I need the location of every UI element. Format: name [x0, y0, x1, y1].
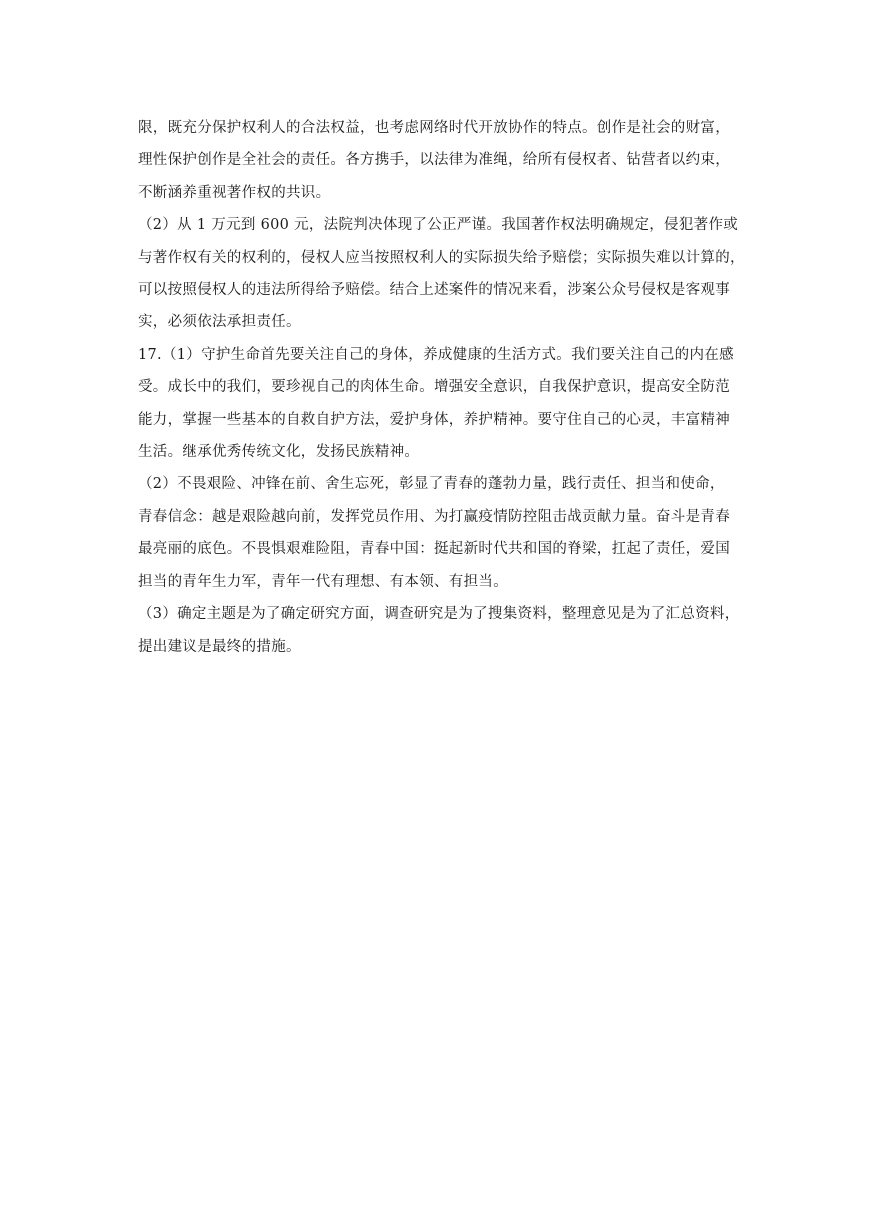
- paragraph-question-17-part-1: [138, 339, 734, 469]
- text-line: 与著作权有关的权利的，侵权人应当按照权利人的实际损失给予赔偿；实际损失难以计算的，: [138, 249, 745, 266]
- text-line: 最亮丽的底色。不畏惧艰难险阻，青春中国：挺起新时代共和国的脊梁，扛起了责任，爱国: [138, 541, 730, 558]
- text-line: 不断涵养重视著作权的共识。: [138, 184, 331, 201]
- text-line: 限，既充分保护权利人的合法权益，也考虑网络时代开放协作的特点。创作是社会的财富，: [138, 120, 730, 136]
- paragraph-answer-2-court-ruling: [138, 209, 745, 339]
- text-line: 理性保护创作是全社会的责任。各方携手，以法律为准绳，给所有侵权者、钻营者以约束，: [138, 152, 730, 169]
- text-line: 提出建议是最终的措施。: [138, 638, 301, 655]
- document-body: [138, 112, 745, 663]
- text-line: 17.（1）守护生命首先要关注自己的身体，养成健康的生活方式。我们要关注自己的内在感: [138, 346, 734, 363]
- paragraph-question-17-part-2: [138, 468, 734, 598]
- text-line: （2）不畏艰险、冲锋在前、舍生忘死，彰显了青春的蓬勃力量，践行责任、担当和使命，: [138, 476, 725, 493]
- text-line: 生活。继承优秀传统文化，发扬民族精神。: [138, 444, 420, 461]
- text-line: （3）确定主题是为了确定研究方面，调查研究是为了搜集资料，整理意见是为了汇总资料，: [138, 606, 740, 623]
- paragraph-copyright-conclusion: [138, 112, 734, 209]
- text-line: 受。成长中的我们，要珍视自己的肉体生命。增强安全意识，自我保护意识，提高安全防范: [138, 379, 730, 396]
- text-line: 担当的青年生力军，青年一代有理想、有本领、有担当。: [138, 573, 508, 590]
- text-line: 青春信念：越是艰险越向前，发挥党员作用、为打赢疫情防控阻击战贡献力量。奋斗是青春: [138, 508, 730, 525]
- text-line: 可以按照侵权人的违法所得给予赔偿。结合上述案件的情况来看，涉案公众号侵权是客观事: [138, 282, 730, 299]
- text-line: 实，必须依法承担责任。: [138, 314, 301, 331]
- text-line: 能力，掌握一些基本的自救自护方法，爱护身体，养护精神。要守住自己的心灵，丰富精神: [138, 411, 730, 428]
- paragraph-question-17-part-3: [138, 598, 740, 663]
- text-line: （2）从 1 万元到 600 元，法院判决体现了公正严谨。我国著作权法明确规定，侵犯著作或: [138, 217, 739, 234]
